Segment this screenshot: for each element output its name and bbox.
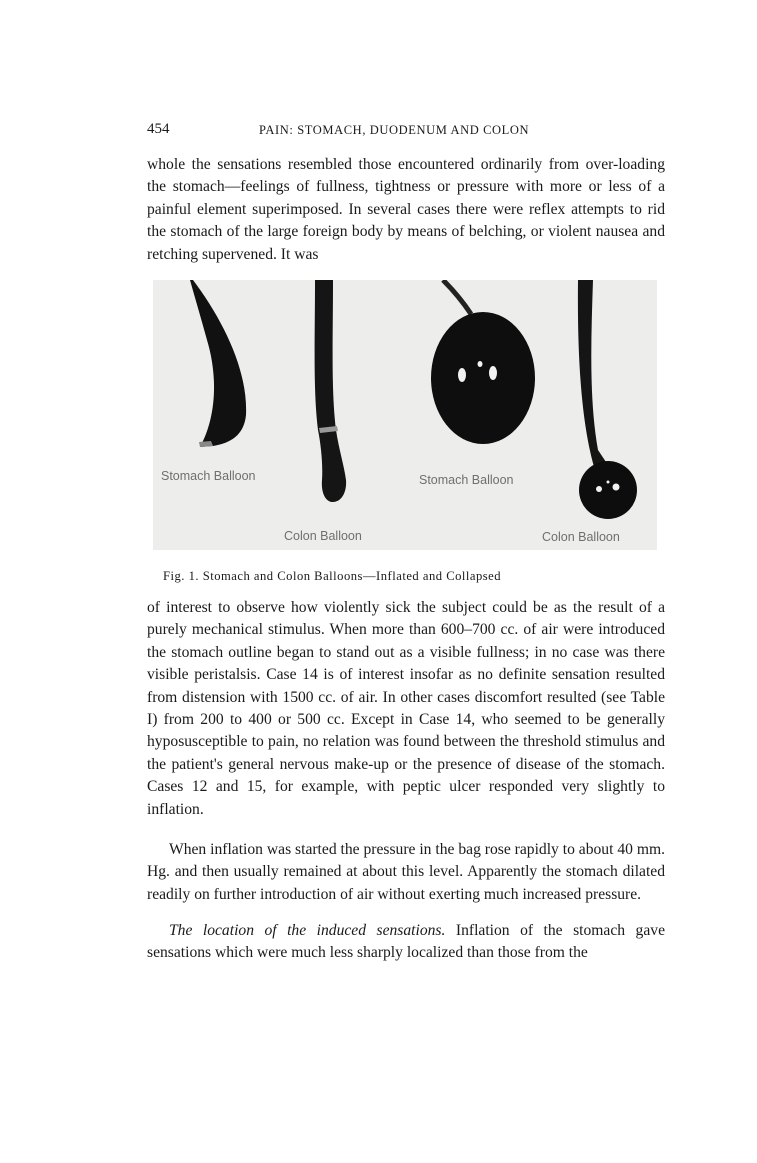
collapsed-stomach-balloon <box>190 280 246 447</box>
inflated-stomach-tube <box>443 280 471 314</box>
page-number: 454 <box>147 121 170 137</box>
running-head <box>147 121 665 141</box>
paragraph-3 <box>147 839 665 906</box>
balloons-photo <box>153 280 657 550</box>
inflated-stomach-balloon <box>431 312 535 444</box>
inflated-colon-tube <box>578 280 608 470</box>
paragraph-4 <box>147 920 665 965</box>
inflated-colon-balloon <box>579 461 637 519</box>
label-stomach-balloon-collapsed: Stomach Balloon <box>161 469 256 483</box>
label-stomach-balloon-inflated: Stomach Balloon <box>419 473 514 487</box>
paragraph-4-text: Inflation of the stomach gave sensations which were much less sharply localized than those from the <box>147 922 665 962</box>
collapsed-colon-balloon <box>315 280 347 502</box>
label-colon-balloon-inflated: Colon Balloon <box>542 530 620 544</box>
figure-balloons-photo <box>153 280 657 550</box>
label-colon-balloon-collapsed: Colon Balloon <box>284 529 362 543</box>
running-head-title: PAIN: STOMACH, DUODENUM AND COLON <box>259 123 530 137</box>
paragraph-2: of interest to observe how violently sick the subject could be as the result of a purely mechanical stimulus. When more than 600–700 cc. of air were introduced the stomach outline began to stand out as a visible fullness; in no case was there visible peristalsis. Case 14 is of interest insofar as no definite sensation resulted from distension with 1500 cc. of air. In other cases discomfort resulted (see Table I) from 200 to 400 or 500 cc. Except in Case 14, who seemed to be generally hyposusceptible to pain, no relation was found between the threshold stimulus and the patient's general nervous make-up or the presence of disease of the stomach. Cases 12 and 15, for example, with peptic ulcer responded very slightly to inflation. <box>147 599 665 818</box>
section-heading-location: The location of the induced sensations. <box>169 922 446 939</box>
paragraph-1: whole the sensations resembled those encountered ordinarily from over-loading the stomach—feelings of fullness, tightness or pressure with more or less of a painful element superimposed. In several cases there were reflex attempts to rid the stomach of the large foreign body by means of belching, or violent nausea and retching supervened. It was <box>147 156 665 263</box>
figure-caption: Fig. 1. Stomach and Colon Balloons—Inflated and Collapsed <box>163 569 502 583</box>
paragraph-3-text: When inflation was started the pressure in the bag rose rapidly to about 40 mm. Hg. and then usually remained at about this level. Apparently the stomach dilated readily on further introduction of air without exerting much increased pressure. <box>147 841 665 903</box>
